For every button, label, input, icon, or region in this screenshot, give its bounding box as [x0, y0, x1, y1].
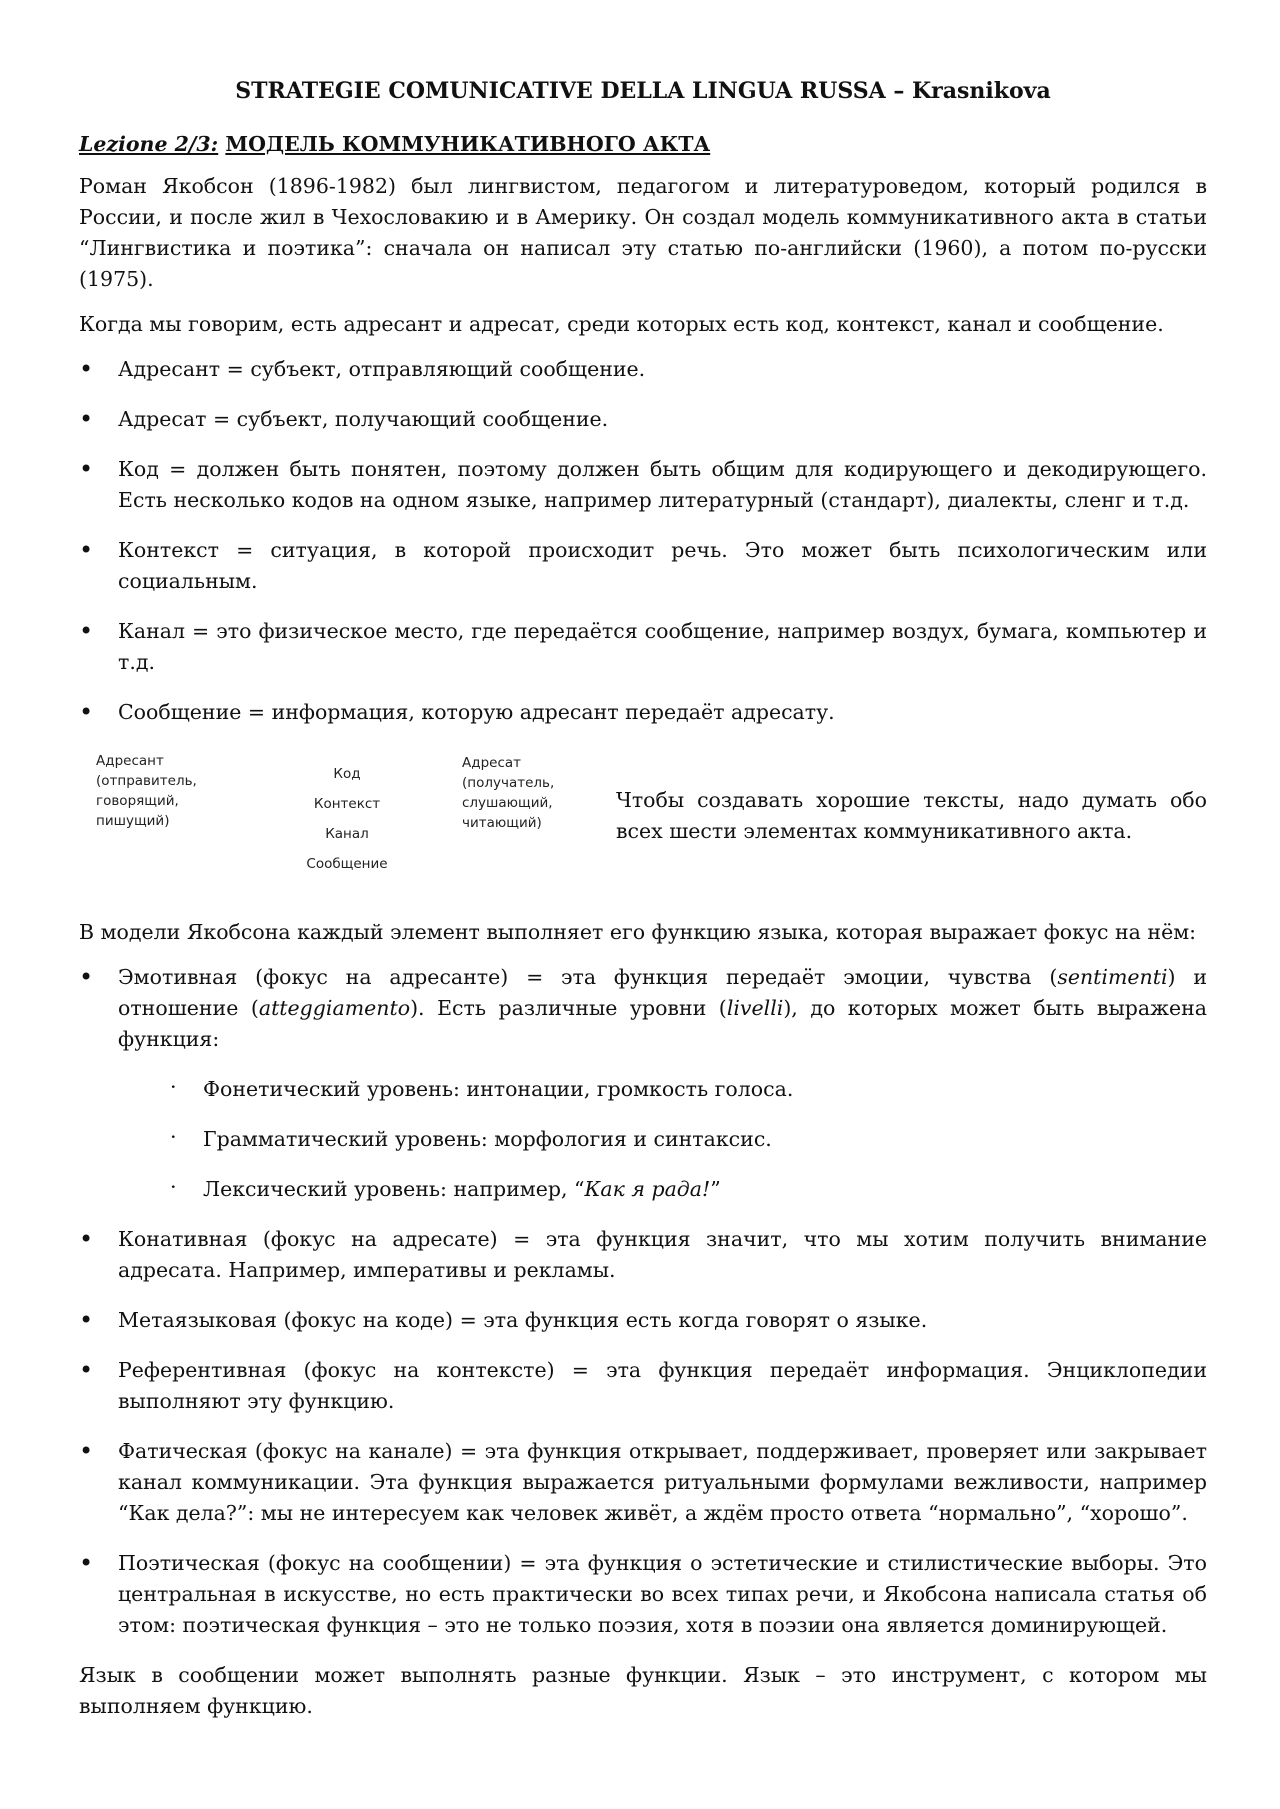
diagram-receiver-line: читающий): [462, 815, 542, 831]
diagram-sender-line: Адресант: [96, 753, 164, 769]
diagram-channel: Канал: [325, 826, 369, 842]
functions-intro: В модели Якобсона каждый элемент выполняет его функцию языка, которая выражает фокус на нём:: [79, 920, 1197, 944]
diagram-sender-line: (отправитель,: [96, 773, 197, 789]
level-item: · Фонетический уровень: интонации, громкость голоса.: [118, 1074, 1207, 1105]
level-item: [118, 1174, 1207, 1205]
document-content: [79, 76, 1207, 1736]
diagram-sender-line: пишущий): [96, 813, 170, 829]
diagram-note: Чтобы создавать хорошие тексты, надо думать обо всех шести элементах коммуникативного акта.: [616, 788, 1207, 843]
emotive-italic: atteggiamento: [258, 996, 411, 1020]
lexical-suffix: ”: [710, 1177, 721, 1201]
emotive-text: ), до которых может быть выражена функция:: [118, 996, 1207, 1051]
emotive-text: Эмотивная (фокус на адресанте) = эта функция передаёт эмоции, чувства (: [118, 965, 1058, 989]
emotive-text: ). Есть различные уровни (: [410, 996, 727, 1020]
list-item: • Контекст = ситуация, в которой происходит речь. Это может быть психологическим или социальным.: [79, 535, 1207, 597]
communication-diagram: [79, 747, 1207, 903]
emotive-italic: sentimenti: [1057, 965, 1168, 989]
lesson-title: МОДЕЛЬ КОММУНИКАТИВНОГО АКТА: [225, 132, 711, 156]
emotive-text: ) и отношение (: [118, 965, 1208, 1020]
diagram-code: Код: [333, 766, 361, 782]
intro-paragraph: Роман Якобсон (1896-1982) был лингвистом, педагогом и литературоведом, который родился в России, и после жил в Чехословакию и в Америку. Он создал модель коммуникативного акта в статьи “Лингвистика и поэтика”: сначала он написал эту статью по-английски (1960), а потом по-русски (1975).: [79, 174, 1207, 291]
diagram-context: Контекст: [313, 796, 381, 812]
diagram-receiver-line: (получатель,: [462, 775, 555, 791]
functions-list: [79, 962, 1207, 1641]
diagram-middle: [277, 759, 417, 879]
levels-list: [118, 1074, 1207, 1205]
list-item: • Канал = это физическое место, где передаётся сообщение, например воздух, бумага, компьютер и т.д.: [79, 616, 1207, 678]
level-item: · Грамматический уровень: морфология и синтаксис.: [118, 1124, 1207, 1155]
conclusion-paragraph: Язык в сообщении может выполнять разные функции. Язык – это инструмент, с котором мы выполняем функцию.: [79, 1663, 1207, 1718]
lesson-heading: [79, 129, 1207, 160]
lexical-prefix: Лексический уровень: например, “: [203, 1177, 585, 1201]
list-item-emotive: [79, 962, 1207, 1205]
list-item: • Конативная (фокус на адресате) = эта функция значит, что мы хотим получить внимание адресата. Например, императивы и рекламы.: [79, 1224, 1207, 1286]
emotive-italic: livelli: [726, 996, 784, 1020]
list-item: • Фатическая (фокус на канале) = эта функция открывает, поддерживает, проверяет или закрывает канал коммуникации. Эта функция выражается ритуальными формулами вежливости, например “Как дела?”: мы не интересуем как человек живёт, а ждём просто ответа “нормально”, “хорошо”.: [79, 1436, 1207, 1529]
diagram-receiver: [462, 753, 554, 833]
list-item: • Код = должен быть понятен, поэтому должен быть общим для кодирующего и декодирующего. Есть несколько кодов на одном языке, например литературный (стандарт), диалекты, сленг и т.д.: [79, 454, 1207, 516]
document-title: STRATEGIE COMUNICATIVE DELLA LINGUA RUSSA – Krasnikova: [235, 78, 1051, 104]
list-item: • Метаязыковая (фокус на коде) = эта функция есть когда говорят о языке.: [79, 1305, 1207, 1336]
lexical-example: Как я рада!: [584, 1177, 711, 1201]
diagram-receiver-line: слушающий,: [462, 795, 553, 811]
diagram-sender-line: говорящий,: [96, 793, 179, 809]
list-item: • Сообщение = информация, которую адресант передаёт адресату.: [79, 697, 1207, 728]
diagram-message: Сообщение: [306, 856, 388, 872]
lesson-number: Lezione 2/3:: [79, 132, 219, 156]
list-item: • Адресат = субъект, получающий сообщение.: [79, 404, 1207, 435]
list-item: • Адресант = субъект, отправляющий сообщение.: [79, 354, 1207, 385]
components-list: [79, 354, 1207, 728]
diagram-sender: [96, 751, 197, 831]
diagram-receiver-line: Адресат: [462, 755, 522, 771]
components-intro: Когда мы говорим, есть адресант и адресат, среди которых есть код, контекст, канал и сообщение.: [79, 312, 1164, 336]
list-item: • Поэтическая (фокус на сообщении) = эта функция о эстетические и стилистические выборы. Это центральная в искусстве, но есть практически во всех типах речи, и Якобсона написала статья об этом: поэтическая функция – это не только поэзия, хотя в поэзии она является доминирующей.: [79, 1548, 1207, 1641]
list-item: • Референтивная (фокус на контексте) = эта функция передаёт информация. Энциклопедии выполняют эту функцию.: [79, 1355, 1207, 1417]
